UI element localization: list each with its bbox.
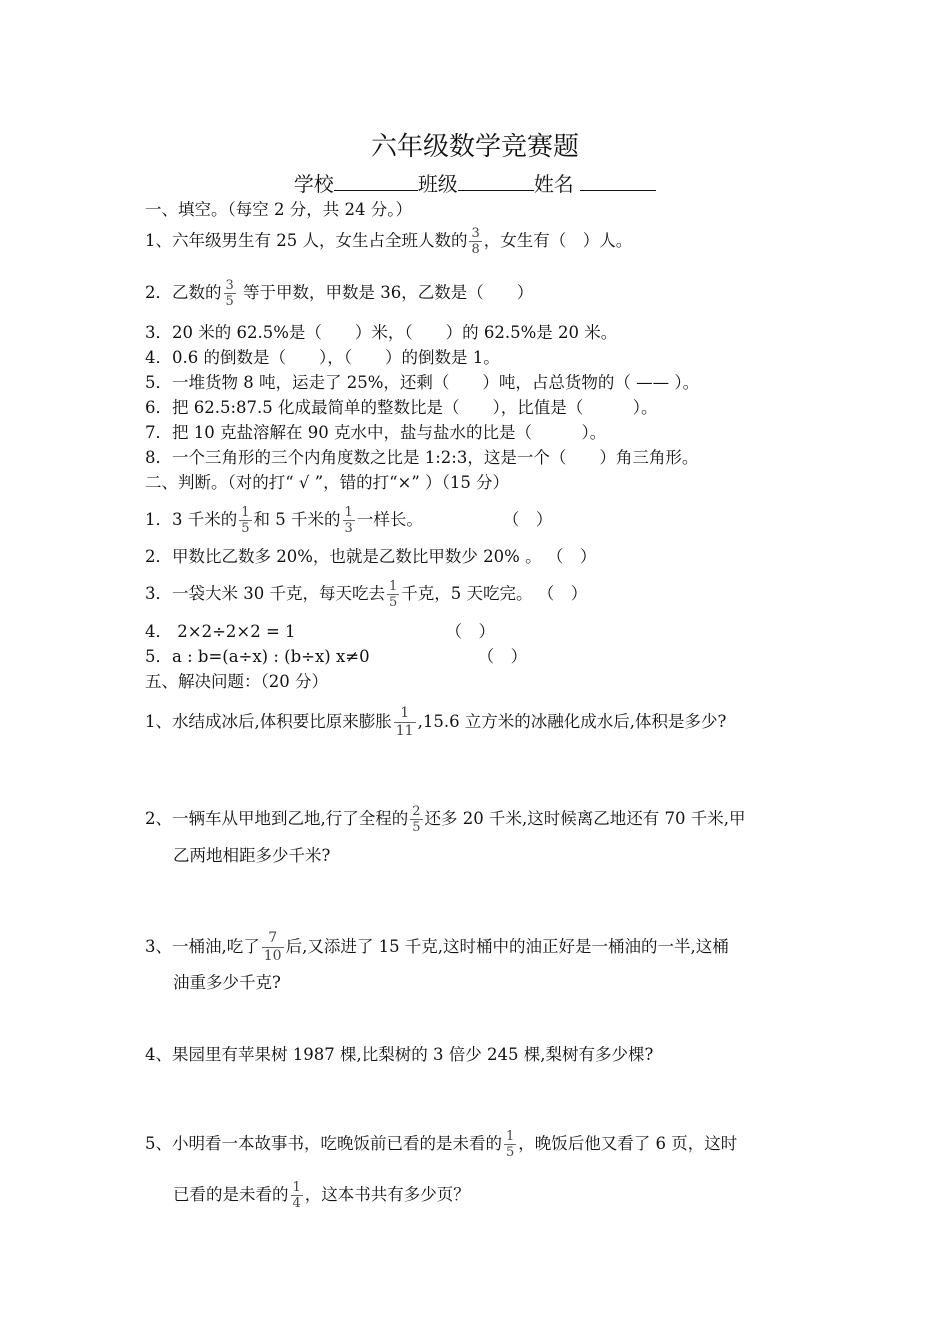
fraction: $\frac{2}{5}$ (412, 804, 421, 835)
fraction: $\frac{1}{5}$ (388, 579, 398, 610)
s5-problem-5-cont: 已看的是未看的 $\frac{1}{4}$ ，这本书共有多少页？ (173, 1180, 470, 1211)
s5-problem-3: 3、一桶油,吃了 $\frac{7}{10}$ 后,又添进了 15 千克,这时桶中的油正好是一桶油的一半,这桶 (145, 930, 729, 964)
class-label: 班级 (417, 172, 458, 196)
judge-mark[interactable]: （ ） (445, 622, 496, 641)
fraction: $\frac{1}{3}$ (344, 505, 353, 536)
s2-question-3: 3．一袋大米 30 千克，每天吃去 $\frac{1}{5}$ 千克，5 天吃完。 （ ） (145, 579, 588, 610)
fraction: $\frac{3}{8}$ (471, 226, 480, 257)
s1-question-2: 2．乙数的 $\frac{3}{5}$ 等于甲数，甲数是 36，乙数是（ ） (145, 278, 534, 309)
section1-heading: 一、填空。（每空 2 分，共 24 分。） (145, 200, 412, 219)
s1-question-1: 1、六年级男生有 25 人，女生占全班人数的 $\frac{3}{8}$ ，女生有（ ）人。 (145, 226, 633, 257)
section2-heading: 二、判断。（对的打“ √ ”，错的打“×” ）（15 分） (145, 473, 510, 492)
s5-problem-5: 5、小明看一本故事书，吃晚饭前已看的是未看的 $\frac{1}{5}$ ，晚饭后他又看了 6 页，这时 (145, 1129, 738, 1160)
fraction: $\frac{7}{10}$ (263, 930, 282, 964)
s2-question-4: 4． 2×2÷2×2 = 1 （ ） (145, 622, 496, 641)
s1-question-3: 3．20 米的 62.5%是（ ）米，（ ）的 62.5%是 20 米。 (145, 323, 618, 342)
s1-question-5: 5．一堆货物 8 吨，运走了 25%，还剩（ ）吨，占总货物的（ —— ）。 (145, 373, 700, 392)
judge-mark[interactable]: （ ） (477, 647, 528, 666)
s5-problem-2: 2、一辆车从甲地到乙地,行了全程的 $\frac{2}{5}$ 还多 20 千米,这时候离乙地还有 70 千米,甲 (145, 804, 746, 835)
section5-heading: 五、解决问题：（20 分） (145, 672, 328, 691)
student-info-line (0, 172, 950, 196)
s5-problem-1: 1、水结成冰后,体积要比原来膨胀 $\frac{1}{11}$ ,15.6 立方米的冰融化成水后,体积是多少? (145, 705, 727, 739)
page-title: 六年级数学竞赛题 (370, 132, 579, 162)
fraction: $\frac{1}{11}$ (395, 705, 414, 739)
judge-mark[interactable]: （ ） (502, 510, 553, 529)
s5-problem-3-cont: 油重多少千克? (173, 973, 281, 992)
fraction: $\frac{1}{5}$ (506, 1129, 515, 1160)
fraction: $\frac{1}{5}$ (241, 505, 250, 536)
school-label: 学校 (293, 172, 334, 196)
s5-problem-2-cont: 乙两地相距多少千米? (173, 846, 331, 865)
s1-question-8: 8．一个三角形的三个内角度数之比是 1:2:3，这是一个（ ）角三角形。 (145, 448, 699, 467)
name-label: 姓名 (533, 172, 574, 196)
fraction: $\frac{3}{5}$ (225, 278, 234, 309)
name-blank[interactable] (580, 172, 656, 191)
s5-problem-4: 4、果园里有苹果树 1987 棵,比梨树的 3 倍少 245 棵,梨树有多少棵? (145, 1045, 654, 1064)
s2-question-5: 5．a : b=(a÷x) : (b÷x) x≠0 （ ） (145, 647, 528, 666)
s1-question-7: 7．把 10 克盐溶解在 90 克水中，盐与盐水的比是（ ）。 (145, 423, 607, 442)
school-blank[interactable] (334, 172, 418, 191)
s1-question-4: 4．0.6 的倒数是（ ），（ ）的倒数是 1。 (145, 348, 500, 367)
s1-question-6: 6．把 62.5:87.5 化成最简单的整数比是（ ），比值是（ ）。 (145, 398, 658, 417)
s2-question-2: 2．甲数比乙数多 20%，也就是乙数比甲数少 20% 。 （ ） (145, 547, 597, 566)
fraction: $\frac{1}{4}$ (292, 1180, 301, 1211)
class-blank[interactable] (458, 172, 534, 191)
s2-question-1: 1．3 千米的 $\frac{1}{5}$ 和 5 千米的 $\frac{1}{3}$ 一样长。 （ ） (145, 505, 553, 536)
